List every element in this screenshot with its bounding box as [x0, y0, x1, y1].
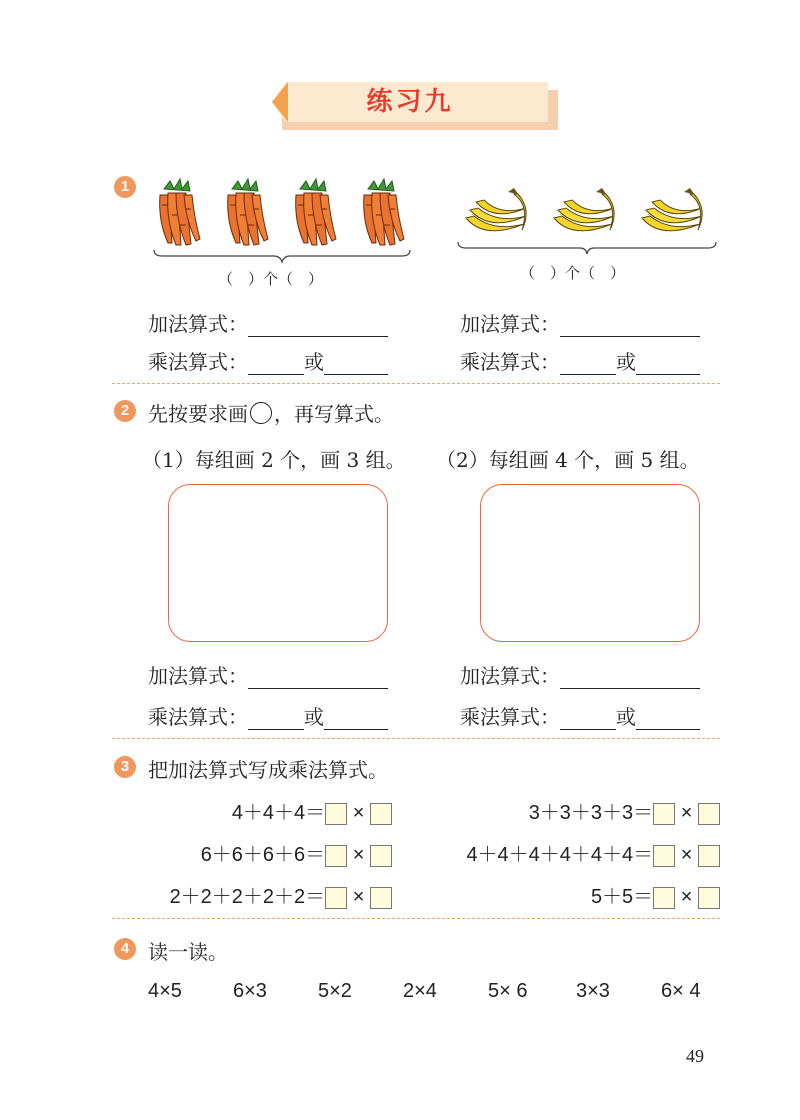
- multiplication-answer-line-2[interactable]: [324, 352, 388, 375]
- carrots-count-blank: （ ）个（ ）: [218, 270, 324, 288]
- q1-right-addition: [460, 308, 700, 337]
- banana-bunch-3: [642, 188, 702, 231]
- q3-equation-right-1: [529, 796, 720, 825]
- q4-instruction: 读一读。: [148, 940, 228, 964]
- carrot-bunch-2: [228, 179, 268, 245]
- times-sign: ×: [680, 802, 693, 824]
- carrot-bunch-1: [160, 179, 200, 245]
- carrots-brace: [152, 248, 412, 264]
- q3-equation-right-3: [591, 880, 720, 909]
- answer-box[interactable]: [325, 845, 347, 867]
- multiplication-answer-line-1[interactable]: [560, 707, 616, 730]
- q4-item-1: 4×5: [148, 980, 182, 1002]
- multiplication-label: 乘法算式：: [148, 705, 248, 729]
- multiplication-answer-line-2[interactable]: [324, 707, 388, 730]
- carrot-bunches-illustration: [150, 175, 420, 250]
- multiplication-answer-line-1[interactable]: [248, 707, 304, 730]
- drawing-box-2[interactable]: [480, 484, 700, 642]
- question-1-badge: 1: [114, 176, 136, 198]
- q2-instruction-after: ，再写算式。: [274, 402, 394, 426]
- addition-answer-line[interactable]: [560, 314, 700, 337]
- carrot-bunch-4: [364, 179, 404, 245]
- or-text: 或: [304, 350, 324, 374]
- q1-left-multiplication: [148, 346, 388, 375]
- question-2-badge: 2: [114, 400, 136, 422]
- answer-box[interactable]: [698, 887, 720, 909]
- q2-left-multiplication: [148, 701, 388, 730]
- q4-item-7: 6× 4: [661, 980, 701, 1002]
- equation-text: 5＋5＝: [590, 886, 654, 908]
- answer-box[interactable]: [325, 887, 347, 909]
- banana-bunch-1: [466, 188, 526, 231]
- page-title: 练习九: [366, 87, 454, 117]
- equation-text: 3＋3＋3＋3＝: [528, 802, 654, 824]
- answer-box[interactable]: [698, 845, 720, 867]
- multiplication-answer-line-2[interactable]: [636, 352, 700, 375]
- q4-item-3: 5×2: [318, 980, 352, 1002]
- q3-equation-left-3: [170, 880, 392, 909]
- q1-left-addition: [148, 308, 388, 337]
- q3-equation-left-1: [232, 796, 392, 825]
- circle-icon: [250, 402, 272, 424]
- q4-item-4: 2×4: [403, 980, 437, 1002]
- equation-text: 6＋6＋6＋6＝: [200, 844, 326, 866]
- q3-instruction: 把加法算式写成乘法算式。: [148, 758, 388, 782]
- q3-equation-right-2: [466, 838, 720, 867]
- q2-right-addition: [460, 660, 700, 689]
- answer-box[interactable]: [653, 803, 675, 825]
- multiplication-label: 乘法算式：: [460, 705, 560, 729]
- section-divider: [112, 383, 720, 384]
- or-text: 或: [304, 705, 324, 729]
- equation-text: 2＋2＋2＋2＋2＝: [169, 886, 326, 908]
- answer-box[interactable]: [370, 845, 392, 867]
- q4-item-2: 6×3: [233, 980, 267, 1002]
- section-divider: [112, 738, 720, 739]
- equation-text: 4＋4＋4＋4＋4＋4＝: [466, 844, 654, 866]
- q3-equation-left-2: [201, 838, 392, 867]
- multiplication-label: 乘法算式：: [148, 350, 248, 374]
- equation-text: 4＋4＋4＝: [231, 802, 326, 824]
- carrot-bunch-3: [296, 179, 336, 245]
- q2-instruction: [148, 398, 394, 427]
- q2-part-2: （2）每组画 4 个，画 5 组。: [436, 448, 700, 472]
- or-text: 或: [616, 350, 636, 374]
- multiplication-answer-line-1[interactable]: [248, 352, 304, 375]
- q2-left-addition: [148, 660, 388, 689]
- answer-box[interactable]: [370, 887, 392, 909]
- addition-label: 加法算式：: [460, 312, 560, 336]
- multiplication-answer-line-1[interactable]: [560, 352, 616, 375]
- addition-answer-line[interactable]: [248, 666, 388, 689]
- q1-right-multiplication: [460, 346, 700, 375]
- addition-answer-line[interactable]: [248, 314, 388, 337]
- addition-label: 加法算式：: [148, 664, 248, 688]
- addition-answer-line[interactable]: [560, 666, 700, 689]
- answer-box[interactable]: [370, 803, 392, 825]
- or-text: 或: [616, 705, 636, 729]
- q4-item-6: 3×3: [576, 980, 610, 1002]
- times-sign: ×: [352, 844, 365, 866]
- answer-box[interactable]: [698, 803, 720, 825]
- q2-part-1: （1）每组画 2 个，画 3 组。: [142, 448, 406, 472]
- multiplication-label: 乘法算式：: [460, 350, 560, 374]
- banana-bunch-2: [554, 188, 614, 231]
- q2-instruction-before: 先按要求画: [148, 402, 248, 426]
- section-divider: [112, 918, 720, 919]
- times-sign: ×: [680, 886, 693, 908]
- banana-bunches-illustration: [460, 180, 720, 242]
- question-4-badge: 4: [114, 938, 136, 960]
- bananas-brace: [456, 240, 718, 256]
- bananas-count-blank: （ ）个（ ）: [520, 264, 626, 282]
- page-number: 49: [686, 1046, 704, 1066]
- answer-box[interactable]: [325, 803, 347, 825]
- question-3-badge: 3: [114, 756, 136, 778]
- answer-box[interactable]: [653, 887, 675, 909]
- times-sign: ×: [680, 844, 693, 866]
- times-sign: ×: [352, 802, 365, 824]
- answer-box[interactable]: [653, 845, 675, 867]
- times-sign: ×: [352, 886, 365, 908]
- q2-right-multiplication: [460, 701, 700, 730]
- q4-item-5: 5× 6: [488, 980, 528, 1002]
- drawing-box-1[interactable]: [168, 484, 388, 642]
- multiplication-answer-line-2[interactable]: [636, 707, 700, 730]
- addition-label: 加法算式：: [148, 312, 248, 336]
- addition-label: 加法算式：: [460, 664, 560, 688]
